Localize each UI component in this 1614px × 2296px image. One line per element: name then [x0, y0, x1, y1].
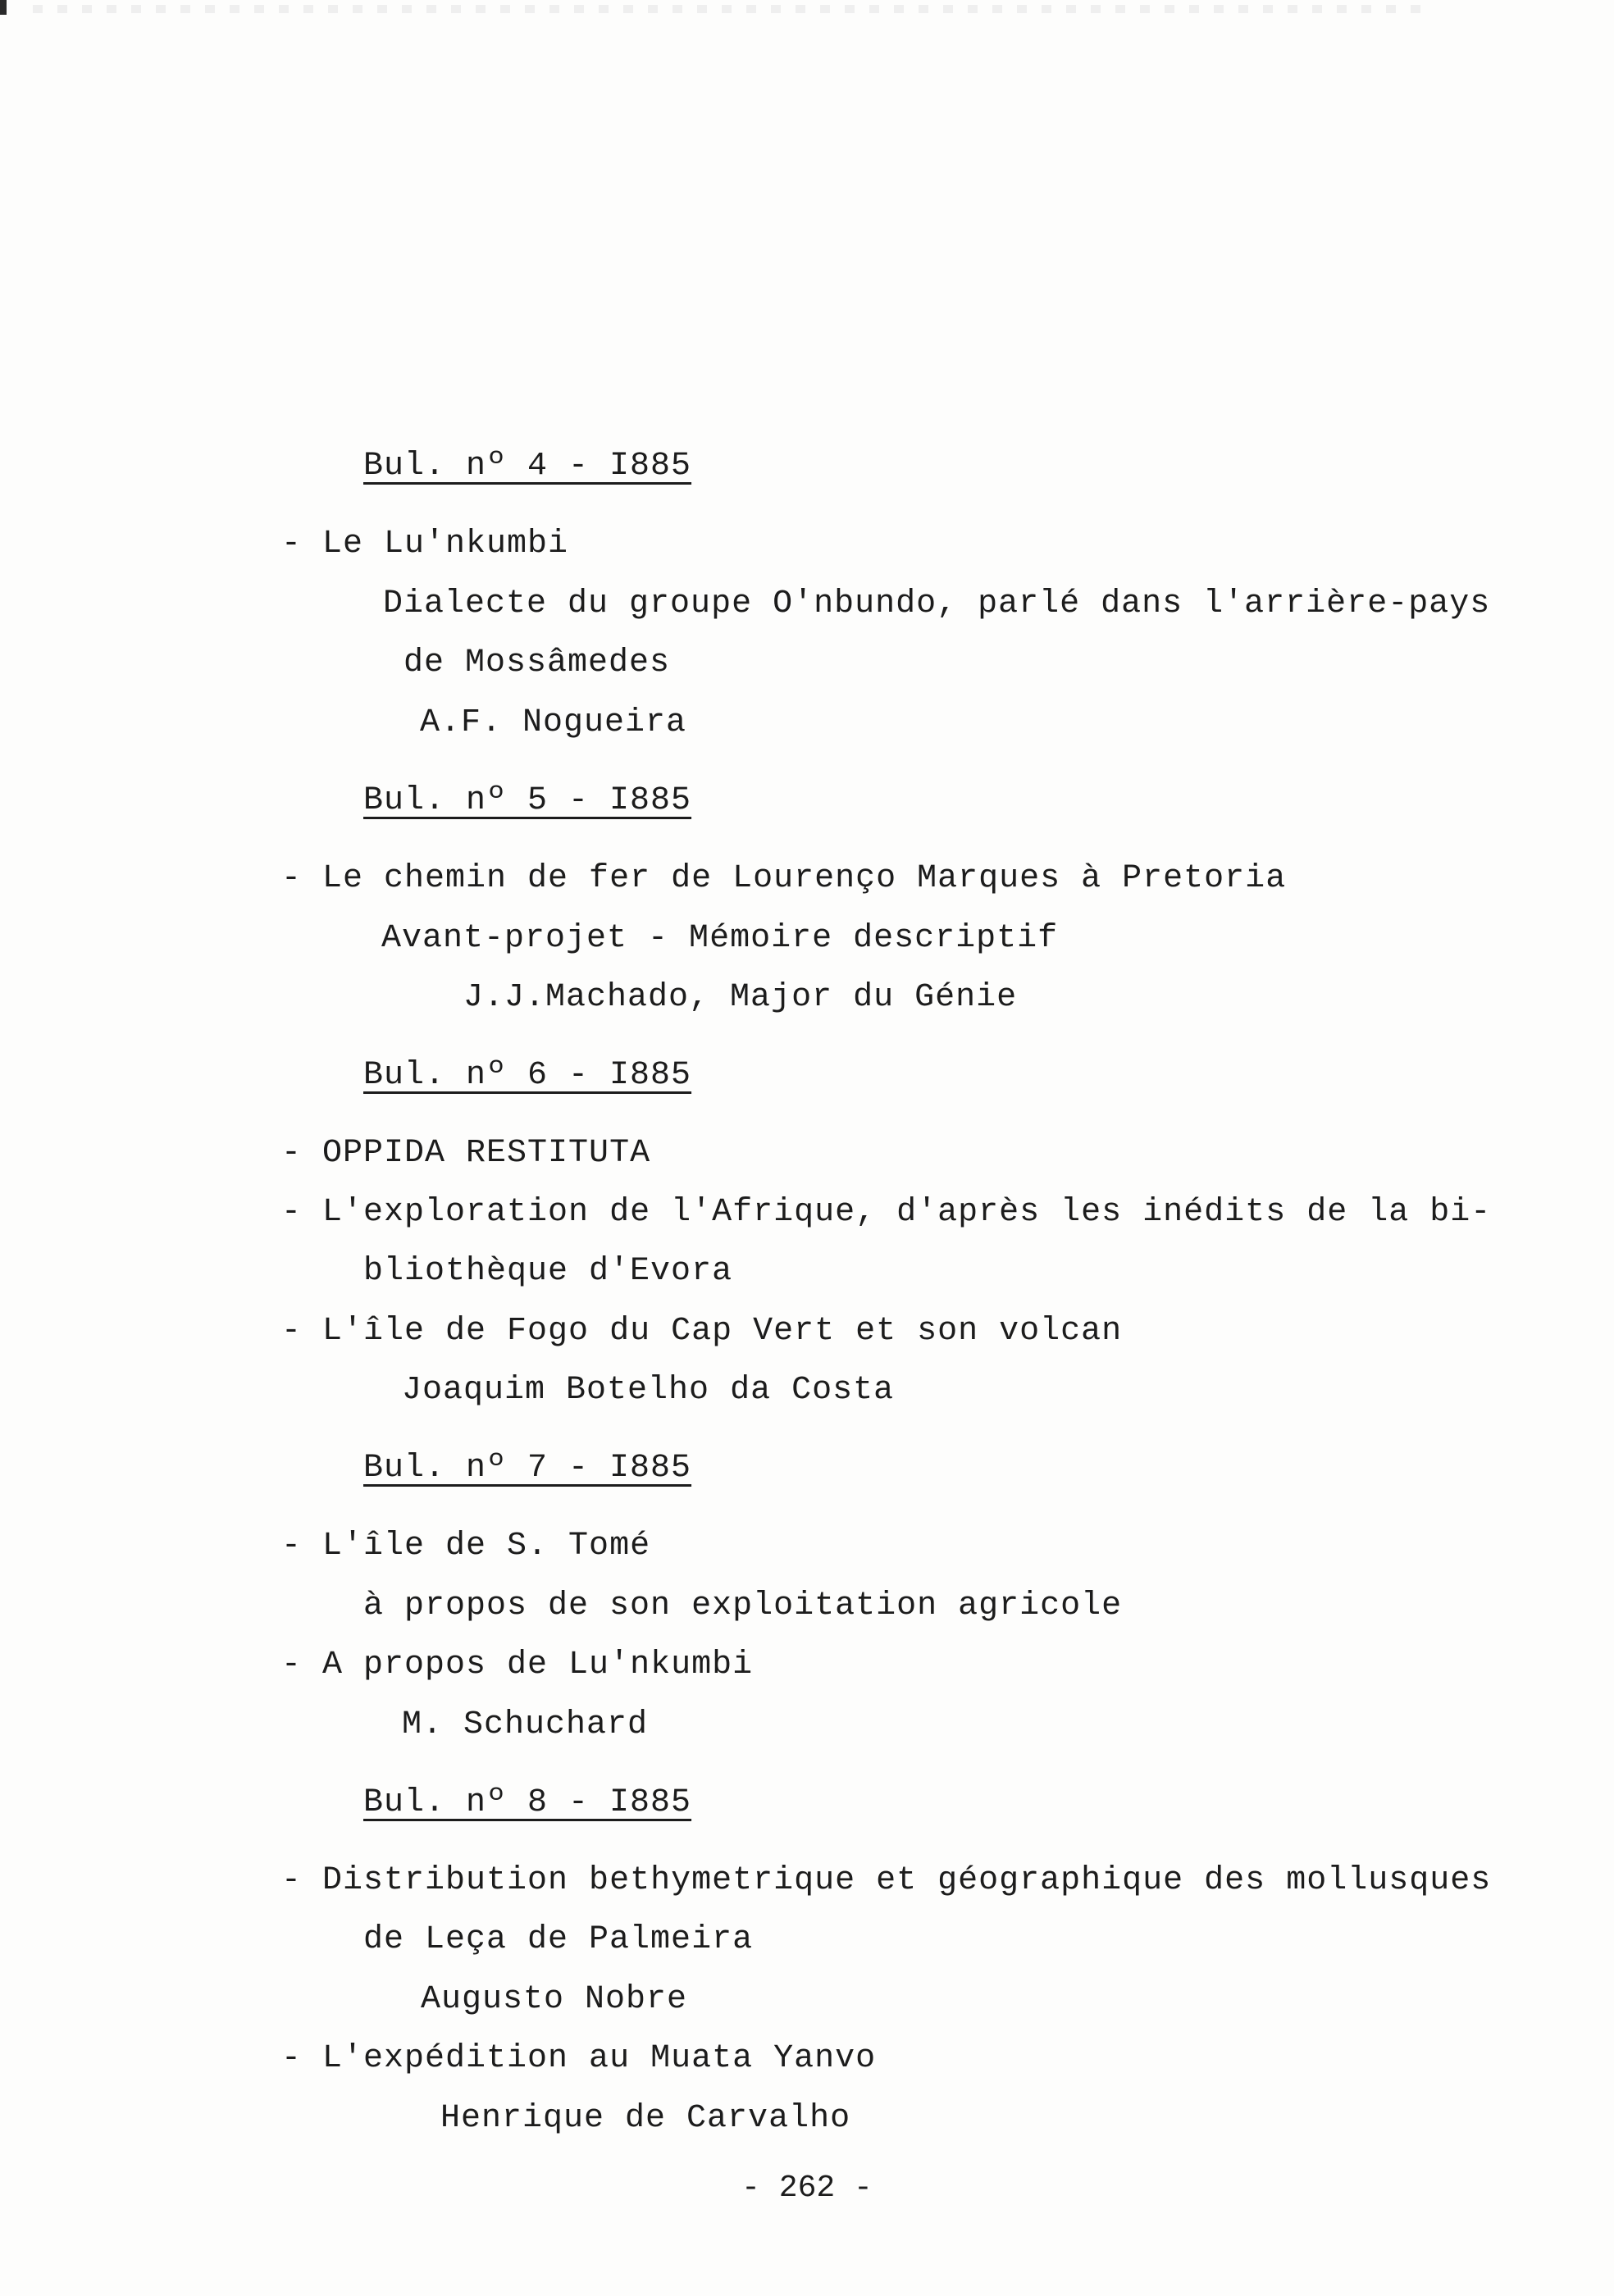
scan-noise	[33, 5, 1427, 13]
bulletin-heading-7: Bul. nº 7 - I885	[363, 1450, 692, 1487]
entry-title: - L'expédition au Muata Yanvo	[281, 2040, 877, 2077]
entry-author: Joaquim Botelho da Costa	[402, 1372, 895, 1409]
entry-title: - Le chemin de fer de Lourenço Marques à Pretoria	[281, 860, 1287, 897]
entry-author: M. Schuchard	[402, 1706, 649, 1743]
bulletin-heading-6: Bul. nº 6 - I885	[363, 1057, 692, 1094]
entry-title-continued: bliothèque d'Evora	[363, 1253, 733, 1290]
entry-author: J.J.Machado, Major du Génie	[463, 979, 1018, 1016]
entry-subtitle: Avant-projet - Mémoire descriptif	[381, 920, 1059, 957]
entry-title: - L'île de Fogo du Cap Vert et son volcan	[281, 1313, 1123, 1350]
scan-edge-mark	[0, 0, 7, 15]
page-number: - 262 -	[741, 2171, 873, 2206]
entry-author: Augusto Nobre	[421, 1981, 688, 2018]
bulletin-heading-4: Bul. nº 4 - I885	[363, 448, 692, 485]
entry-subtitle: à propos de son exploitation agricole	[363, 1588, 1123, 1624]
entry-title: - L'exploration de l'Afrique, d'après les inédits de la bi-	[281, 1194, 1492, 1231]
entry-title: - A propos de Lu'nkumbi	[281, 1647, 754, 1683]
bulletin-heading-5: Bul. nº 5 - I885	[363, 782, 692, 819]
bulletin-heading-8: Bul. nº 8 - I885	[363, 1784, 692, 1821]
entry-author: Henrique de Carvalho	[440, 2100, 851, 2137]
entry-title-continued: de Leça de Palmeira	[363, 1921, 754, 1958]
entry-title: - Distribution bethymetrique et géographique des mollusques	[281, 1862, 1492, 1899]
entry-title: - Le Lu'nkumbi	[281, 526, 569, 563]
entry-title: - OPPIDA RESTITUTA	[281, 1135, 651, 1172]
entry-subtitle-continued: de Mossâmedes	[404, 645, 671, 681]
entry-author: A.F. Nogueira	[420, 704, 687, 741]
entry-title: - L'île de S. Tomé	[281, 1528, 651, 1565]
entry-subtitle: Dialecte du groupe O'nbundo, parlé dans l'arrière-pays	[383, 585, 1491, 622]
